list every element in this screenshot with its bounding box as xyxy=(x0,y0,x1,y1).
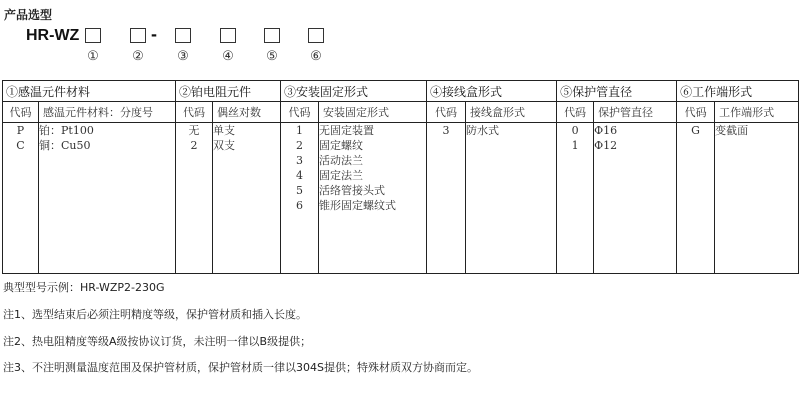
option-item: 双支 xyxy=(213,139,236,152)
option-item: 固定法兰 xyxy=(319,169,364,182)
option-item: 6 xyxy=(296,199,304,212)
value-header: 安装固定形式 xyxy=(319,102,427,123)
model-code-diagram xyxy=(26,24,366,70)
section-title-tube-diameter: ⑤保护管直径 xyxy=(557,81,677,102)
code-header: 代码 xyxy=(677,102,715,123)
value-header: 偶丝对数 xyxy=(213,102,281,123)
option-item: 锥形固定螺纹式 xyxy=(319,199,397,212)
column-header-row xyxy=(3,102,799,123)
section-title-working-end: ⑥工作端形式 xyxy=(677,81,799,102)
selection-table xyxy=(2,80,799,274)
code-list xyxy=(557,123,594,274)
page-heading: 产品选型 xyxy=(4,8,53,22)
slot-number-4: ④ xyxy=(222,49,234,64)
value-header: 保护管直径 xyxy=(594,102,677,123)
value-list xyxy=(466,123,557,274)
options-row xyxy=(3,123,799,274)
option-item: G xyxy=(691,124,700,137)
code-slot-5 xyxy=(264,28,280,43)
section-title-junction-box: ④接线盒形式 xyxy=(427,81,557,102)
code-header: 代码 xyxy=(281,102,319,123)
option-item: 无 xyxy=(188,124,200,137)
option-item: 变截面 xyxy=(715,124,749,137)
option-item: 单支 xyxy=(213,124,236,137)
option-item: 铂：Pt100 xyxy=(39,124,94,137)
option-item: 铜：Cu50 xyxy=(39,139,91,152)
slot-number-1: ① xyxy=(87,49,99,64)
value-header: 感温元件材料：分度号 xyxy=(39,102,176,123)
option-item: Φ16 xyxy=(594,124,618,137)
option-item: 4 xyxy=(296,169,304,182)
slot-number-2: ② xyxy=(132,49,144,64)
option-item: 1 xyxy=(571,139,579,152)
slot-number-3: ③ xyxy=(177,49,189,64)
code-header: 代码 xyxy=(176,102,213,123)
value-list xyxy=(594,123,677,274)
value-list xyxy=(39,123,176,274)
code-list xyxy=(3,123,39,274)
section-title-row xyxy=(3,81,799,102)
note-2: 注2、热电阻精度等级A级按协议订货，未注明一律以B级提供； xyxy=(3,335,312,348)
code-header: 代码 xyxy=(427,102,466,123)
option-item: 活络管接头式 xyxy=(319,184,386,197)
option-item: C xyxy=(16,139,25,152)
slot-number-6: ⑥ xyxy=(310,49,322,64)
option-item: 3 xyxy=(442,124,450,137)
section-title-mounting: ③安装固定形式 xyxy=(281,81,427,102)
value-header: 工作端形式 xyxy=(715,102,799,123)
model-dash: - xyxy=(151,24,157,44)
option-item: 3 xyxy=(296,154,304,167)
section-title-sensor-material: ①感温元件材料 xyxy=(3,81,176,102)
option-item: 2 xyxy=(296,139,304,152)
slot-number-5: ⑤ xyxy=(266,49,278,64)
code-list xyxy=(176,123,213,274)
code-slot-2 xyxy=(130,28,146,43)
code-list xyxy=(427,123,466,274)
option-item: 5 xyxy=(296,184,304,197)
code-slot-3 xyxy=(175,28,191,43)
option-item: 无固定装置 xyxy=(319,124,375,137)
code-header: 代码 xyxy=(3,102,39,123)
code-list xyxy=(281,123,319,274)
option-item: 活动法兰 xyxy=(319,154,364,167)
value-list xyxy=(715,123,799,274)
section-title-pt-element: ②铂电阻元件 xyxy=(176,81,281,102)
value-header: 接线盒形式 xyxy=(466,102,557,123)
code-slot-1 xyxy=(85,28,101,43)
option-item: 防水式 xyxy=(466,124,500,137)
model-prefix: HR-WZ xyxy=(26,27,80,44)
code-slot-6 xyxy=(308,28,324,43)
option-item: P xyxy=(16,124,25,137)
code-header: 代码 xyxy=(557,102,594,123)
value-list xyxy=(213,123,281,274)
option-item: 固定螺纹 xyxy=(319,139,364,152)
note-3: 注3、不注明测量温度范围及保护管材质，保护管材质一律以304S提供；特殊材质双方协商而定。 xyxy=(3,361,478,374)
code-list xyxy=(677,123,715,274)
option-item: 2 xyxy=(190,139,198,152)
code-slot-4 xyxy=(220,28,236,43)
option-item: 1 xyxy=(296,124,304,137)
option-item: Φ12 xyxy=(594,139,618,152)
typical-model-example: 典型型号示例：HR-WZP2-230G xyxy=(3,281,165,294)
value-list xyxy=(319,123,427,274)
note-1: 注1、选型结束后必须注明精度等级，保护管材质和插入长度。 xyxy=(3,308,307,321)
option-item: 0 xyxy=(571,124,579,137)
